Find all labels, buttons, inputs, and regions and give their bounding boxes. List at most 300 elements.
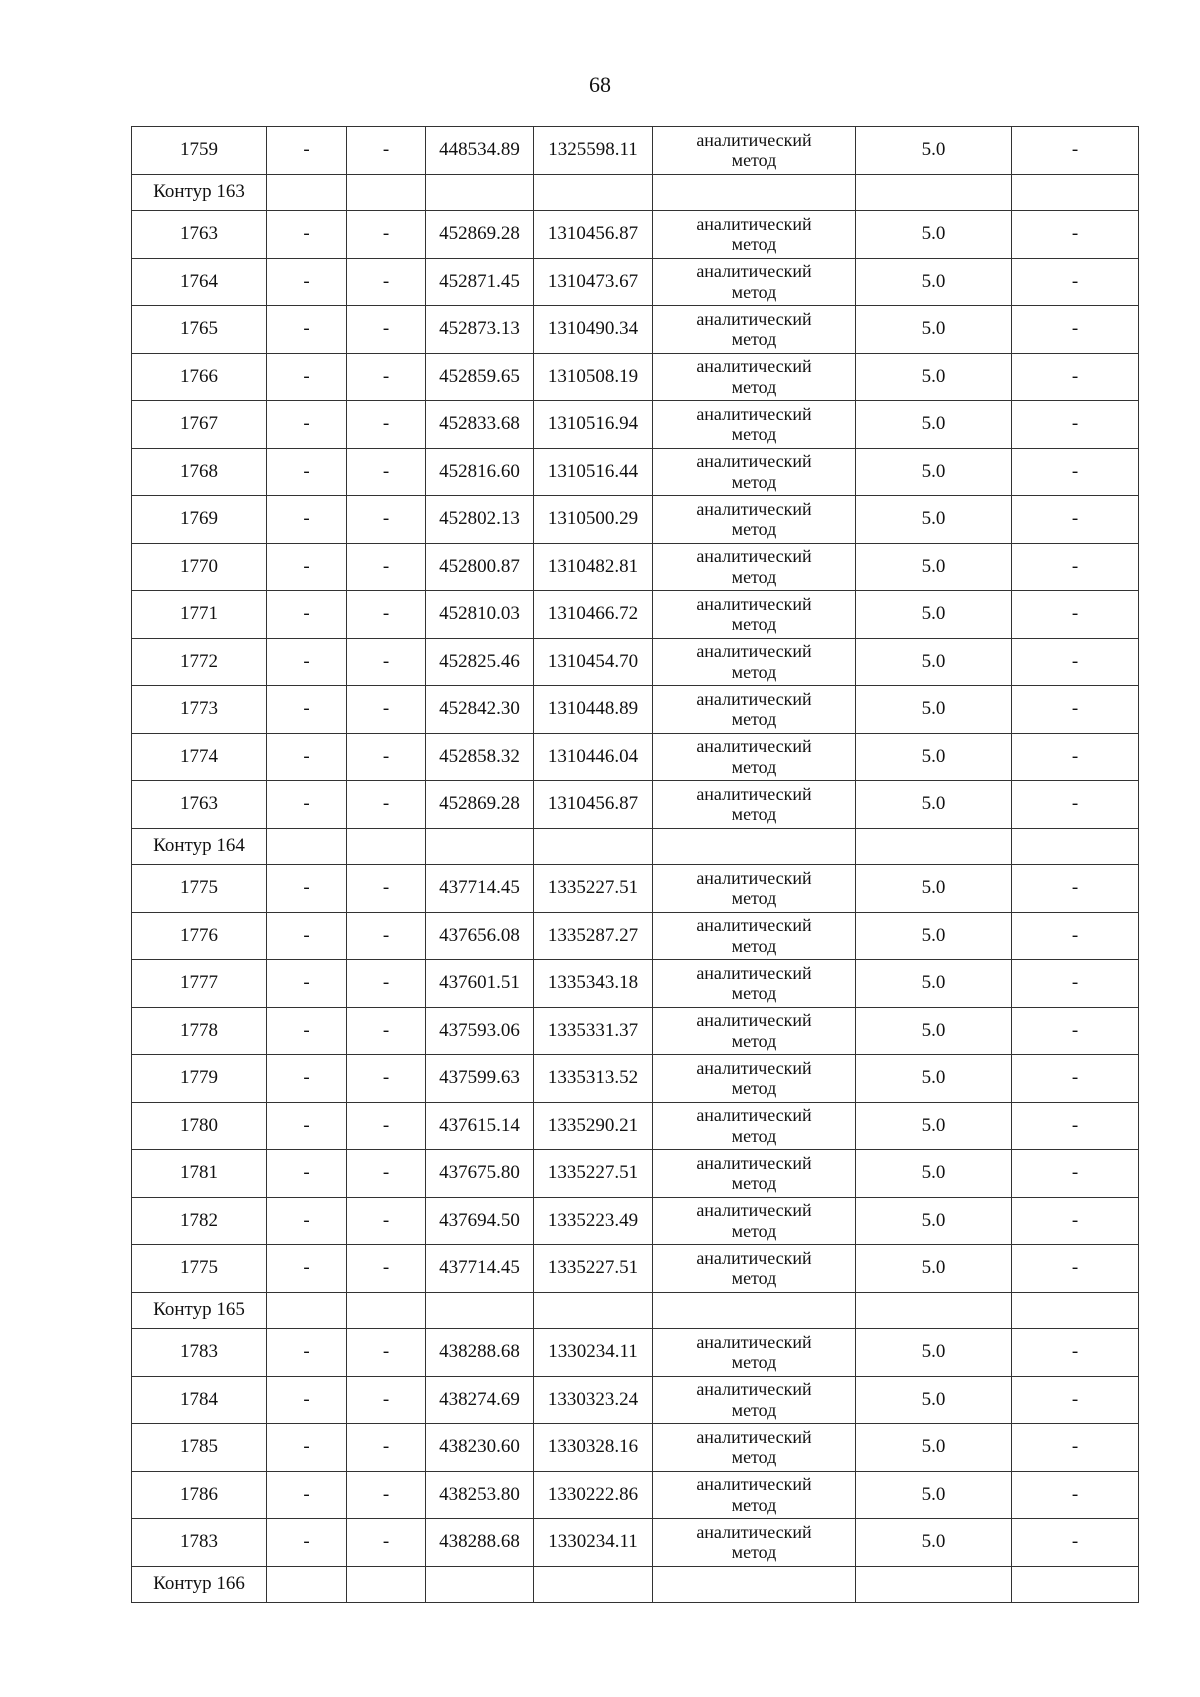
contour-header-row (132, 1292, 1139, 1329)
empty-cell (534, 174, 653, 211)
empty-cell (426, 1292, 534, 1329)
method-line-2: метод (731, 1352, 777, 1373)
y-coordinate-cell: 1335287.27 (534, 912, 653, 960)
dash-cell: - (1012, 1329, 1139, 1377)
point-id-cell: 1770 (132, 543, 267, 591)
method-cell (653, 865, 856, 913)
method-cell (653, 733, 856, 781)
method-line-1: аналитический (696, 451, 812, 472)
x-coordinate-cell: 438288.68 (426, 1519, 534, 1567)
accuracy-cell: 5.0 (856, 1424, 1012, 1472)
dash-cell: - (267, 591, 347, 639)
method-cell (653, 1424, 856, 1472)
method-line-2: метод (731, 329, 777, 350)
accuracy-cell: 5.0 (856, 865, 1012, 913)
dash-cell: - (1012, 543, 1139, 591)
dash-cell: - (267, 306, 347, 354)
method-line-1: аналитический (696, 1152, 812, 1173)
dash-cell: - (1012, 448, 1139, 496)
point-id-cell: 1766 (132, 353, 267, 401)
point-id-cell: 1764 (132, 258, 267, 306)
method-cell (653, 543, 856, 591)
accuracy-cell: 5.0 (856, 258, 1012, 306)
method-cell (653, 448, 856, 496)
empty-cell (426, 828, 534, 865)
point-id-cell: 1786 (132, 1471, 267, 1519)
accuracy-cell: 5.0 (856, 733, 1012, 781)
table-row (132, 1197, 1139, 1245)
table-row (132, 960, 1139, 1008)
y-coordinate-cell: 1330222.86 (534, 1471, 653, 1519)
y-coordinate-cell: 1310473.67 (534, 258, 653, 306)
method-cell (653, 401, 856, 449)
x-coordinate-cell: 452873.13 (426, 306, 534, 354)
method-line-2: метод (731, 1030, 777, 1051)
x-coordinate-cell: 437615.14 (426, 1102, 534, 1150)
dash-cell: - (267, 543, 347, 591)
dash-cell: - (347, 960, 426, 1008)
y-coordinate-cell: 1310508.19 (534, 353, 653, 401)
accuracy-cell: 5.0 (856, 306, 1012, 354)
point-id-cell: 1769 (132, 496, 267, 544)
dash-cell: - (1012, 591, 1139, 639)
table-row (132, 686, 1139, 734)
point-id-cell: 1773 (132, 686, 267, 734)
y-coordinate-cell: 1310500.29 (534, 496, 653, 544)
dash-cell: - (267, 1471, 347, 1519)
dash-cell: - (267, 1245, 347, 1293)
dash-cell: - (267, 960, 347, 1008)
dash-cell: - (1012, 1245, 1139, 1293)
dash-cell: - (1012, 1150, 1139, 1198)
method-line-1: аналитический (696, 1010, 812, 1031)
x-coordinate-cell: 437593.06 (426, 1007, 534, 1055)
dash-cell: - (1012, 733, 1139, 781)
method-line-2: метод (731, 1173, 777, 1194)
y-coordinate-cell: 1325598.11 (534, 127, 653, 175)
empty-cell (267, 174, 347, 211)
y-coordinate-cell: 1335223.49 (534, 1197, 653, 1245)
dash-cell: - (267, 1329, 347, 1377)
method-cell (653, 353, 856, 401)
method-line-1: аналитический (696, 867, 812, 888)
method-line-1: аналитический (696, 1474, 812, 1495)
method-cell (653, 496, 856, 544)
x-coordinate-cell: 452825.46 (426, 638, 534, 686)
y-coordinate-cell: 1310490.34 (534, 306, 653, 354)
table-row (132, 865, 1139, 913)
dash-cell: - (347, 1424, 426, 1472)
y-coordinate-cell: 1310516.94 (534, 401, 653, 449)
dash-cell: - (1012, 306, 1139, 354)
accuracy-cell: 5.0 (856, 912, 1012, 960)
method-line-1: аналитический (696, 736, 812, 757)
page-number: 68 (589, 72, 611, 97)
empty-cell (534, 828, 653, 865)
x-coordinate-cell: 438230.60 (426, 1424, 534, 1472)
method-line-1: аналитический (696, 403, 812, 424)
empty-cell (534, 1292, 653, 1329)
method-line-1: аналитический (696, 1331, 812, 1352)
method-cell (653, 306, 856, 354)
x-coordinate-cell: 452858.32 (426, 733, 534, 781)
dash-cell: - (347, 1245, 426, 1293)
accuracy-cell: 5.0 (856, 448, 1012, 496)
dash-cell: - (347, 781, 426, 829)
method-line-1: аналитический (696, 962, 812, 983)
dash-cell: - (267, 1197, 347, 1245)
dash-cell: - (347, 1197, 426, 1245)
dash-cell: - (347, 543, 426, 591)
dash-cell: - (267, 353, 347, 401)
method-line-2: метод (731, 471, 777, 492)
point-id-cell: 1780 (132, 1102, 267, 1150)
y-coordinate-cell: 1330323.24 (534, 1376, 653, 1424)
x-coordinate-cell: 438288.68 (426, 1329, 534, 1377)
empty-cell (534, 1566, 653, 1603)
point-id-cell: 1785 (132, 1424, 267, 1472)
dash-cell: - (347, 1329, 426, 1377)
point-id-cell: 1768 (132, 448, 267, 496)
dash-cell: - (267, 1055, 347, 1103)
x-coordinate-cell: 452816.60 (426, 448, 534, 496)
y-coordinate-cell: 1335313.52 (534, 1055, 653, 1103)
table-row (132, 1245, 1139, 1293)
contour-label: Контур 165 (132, 1292, 267, 1329)
point-id-cell: 1782 (132, 1197, 267, 1245)
y-coordinate-cell: 1310516.44 (534, 448, 653, 496)
table-row (132, 1007, 1139, 1055)
accuracy-cell: 5.0 (856, 1376, 1012, 1424)
empty-cell (347, 1566, 426, 1603)
method-line-1: аналитический (696, 641, 812, 662)
dash-cell: - (1012, 211, 1139, 259)
point-id-cell: 1763 (132, 781, 267, 829)
point-id-cell: 1775 (132, 865, 267, 913)
accuracy-cell: 5.0 (856, 1197, 1012, 1245)
accuracy-cell: 5.0 (856, 1329, 1012, 1377)
x-coordinate-cell: 437675.80 (426, 1150, 534, 1198)
accuracy-cell: 5.0 (856, 686, 1012, 734)
dash-cell: - (267, 781, 347, 829)
empty-cell (1012, 828, 1139, 865)
dash-cell: - (1012, 1197, 1139, 1245)
x-coordinate-cell: 452810.03 (426, 591, 534, 639)
method-cell (653, 1102, 856, 1150)
empty-cell (1012, 1292, 1139, 1329)
table-row (132, 1150, 1139, 1198)
dash-cell: - (347, 211, 426, 259)
point-id-cell: 1765 (132, 306, 267, 354)
contour-header-row (132, 828, 1139, 865)
dash-cell: - (347, 1007, 426, 1055)
y-coordinate-cell: 1310446.04 (534, 733, 653, 781)
empty-cell (1012, 1566, 1139, 1603)
x-coordinate-cell: 438274.69 (426, 1376, 534, 1424)
dash-cell: - (267, 912, 347, 960)
dash-cell: - (267, 1376, 347, 1424)
point-id-cell: 1763 (132, 211, 267, 259)
method-line-1: аналитический (696, 593, 812, 614)
x-coordinate-cell: 452800.87 (426, 543, 534, 591)
dash-cell: - (267, 211, 347, 259)
dash-cell: - (267, 686, 347, 734)
table-row (132, 1519, 1139, 1567)
method-cell (653, 127, 856, 175)
dash-cell: - (347, 1150, 426, 1198)
point-id-cell: 1771 (132, 591, 267, 639)
dash-cell: - (347, 127, 426, 175)
accuracy-cell: 5.0 (856, 1519, 1012, 1567)
dash-cell: - (347, 686, 426, 734)
x-coordinate-cell: 452871.45 (426, 258, 534, 306)
empty-cell (653, 1566, 856, 1603)
dash-cell: - (1012, 865, 1139, 913)
accuracy-cell: 5.0 (856, 1007, 1012, 1055)
method-line-1: аналитический (696, 1379, 812, 1400)
dash-cell: - (1012, 353, 1139, 401)
x-coordinate-cell: 452802.13 (426, 496, 534, 544)
empty-cell (653, 828, 856, 865)
table-row (132, 211, 1139, 259)
method-line-2: метод (731, 888, 777, 909)
method-line-1: аналитический (696, 261, 812, 282)
method-line-1: аналитический (696, 915, 812, 936)
x-coordinate-cell: 448534.89 (426, 127, 534, 175)
y-coordinate-cell: 1310448.89 (534, 686, 653, 734)
method-line-2: метод (731, 1447, 777, 1468)
dash-cell: - (267, 496, 347, 544)
method-cell (653, 960, 856, 1008)
dash-cell: - (347, 733, 426, 781)
method-cell (653, 781, 856, 829)
dash-cell: - (347, 1519, 426, 1567)
dash-cell: - (347, 1102, 426, 1150)
table-row (132, 306, 1139, 354)
method-cell (653, 1376, 856, 1424)
dash-cell: - (347, 306, 426, 354)
method-line-1: аналитический (696, 356, 812, 377)
y-coordinate-cell: 1335227.51 (534, 865, 653, 913)
contour-header-row (132, 1566, 1139, 1603)
table-row (132, 1376, 1139, 1424)
dash-cell: - (347, 1471, 426, 1519)
y-coordinate-cell: 1335331.37 (534, 1007, 653, 1055)
empty-cell (426, 1566, 534, 1603)
dash-cell: - (1012, 1471, 1139, 1519)
x-coordinate-cell: 437656.08 (426, 912, 534, 960)
accuracy-cell: 5.0 (856, 1471, 1012, 1519)
table-body (132, 127, 1139, 1603)
method-cell (653, 1245, 856, 1293)
contour-label: Контур 164 (132, 828, 267, 865)
dash-cell: - (1012, 401, 1139, 449)
accuracy-cell: 5.0 (856, 543, 1012, 591)
empty-cell (426, 174, 534, 211)
method-line-2: метод (731, 1268, 777, 1289)
point-id-cell: 1776 (132, 912, 267, 960)
dash-cell: - (1012, 496, 1139, 544)
method-cell (653, 1471, 856, 1519)
accuracy-cell: 5.0 (856, 960, 1012, 1008)
accuracy-cell: 5.0 (856, 781, 1012, 829)
table-row (132, 543, 1139, 591)
dash-cell: - (347, 912, 426, 960)
method-line-2: метод (731, 614, 777, 635)
dash-cell: - (1012, 960, 1139, 1008)
dash-cell: - (347, 638, 426, 686)
method-line-2: метод (731, 1542, 777, 1563)
accuracy-cell: 5.0 (856, 1245, 1012, 1293)
dash-cell: - (347, 1055, 426, 1103)
point-id-cell: 1779 (132, 1055, 267, 1103)
point-id-cell: 1772 (132, 638, 267, 686)
method-line-2: метод (731, 709, 777, 730)
method-line-1: аналитический (696, 498, 812, 519)
y-coordinate-cell: 1335343.18 (534, 960, 653, 1008)
accuracy-cell: 5.0 (856, 1055, 1012, 1103)
method-line-1: аналитический (696, 546, 812, 567)
accuracy-cell: 5.0 (856, 353, 1012, 401)
point-id-cell: 1759 (132, 127, 267, 175)
x-coordinate-cell: 452842.30 (426, 686, 534, 734)
method-line-1: аналитический (696, 1200, 812, 1221)
dash-cell: - (1012, 127, 1139, 175)
method-cell (653, 686, 856, 734)
method-line-2: метод (731, 983, 777, 1004)
x-coordinate-cell: 437714.45 (426, 865, 534, 913)
empty-cell (653, 174, 856, 211)
empty-cell (267, 1292, 347, 1329)
y-coordinate-cell: 1330234.11 (534, 1519, 653, 1567)
method-line-2: метод (731, 376, 777, 397)
method-line-2: метод (731, 661, 777, 682)
method-line-1: аналитический (696, 1247, 812, 1268)
table-row (132, 401, 1139, 449)
table-row (132, 448, 1139, 496)
contour-header-row (132, 174, 1139, 211)
dash-cell: - (267, 1150, 347, 1198)
method-line-1: аналитический (696, 688, 812, 709)
table-row (132, 1424, 1139, 1472)
accuracy-cell: 5.0 (856, 1150, 1012, 1198)
y-coordinate-cell: 1310456.87 (534, 781, 653, 829)
dash-cell: - (1012, 1376, 1139, 1424)
y-coordinate-cell: 1310482.81 (534, 543, 653, 591)
method-line-1: аналитический (696, 1521, 812, 1542)
method-line-2: метод (731, 519, 777, 540)
coordinates-table (131, 126, 1139, 1603)
dash-cell: - (267, 865, 347, 913)
x-coordinate-cell: 437601.51 (426, 960, 534, 1008)
method-line-2: метод (731, 804, 777, 825)
empty-cell (653, 1292, 856, 1329)
table-row (132, 591, 1139, 639)
method-cell (653, 1197, 856, 1245)
dash-cell: - (1012, 258, 1139, 306)
point-id-cell: 1777 (132, 960, 267, 1008)
dash-cell: - (267, 1102, 347, 1150)
dash-cell: - (1012, 781, 1139, 829)
method-line-2: метод (731, 566, 777, 587)
method-line-2: метод (731, 756, 777, 777)
y-coordinate-cell: 1330328.16 (534, 1424, 653, 1472)
dash-cell: - (347, 448, 426, 496)
x-coordinate-cell: 437599.63 (426, 1055, 534, 1103)
dash-cell: - (267, 127, 347, 175)
contour-label: Контур 163 (132, 174, 267, 211)
method-line-2: метод (731, 281, 777, 302)
dash-cell: - (1012, 1424, 1139, 1472)
method-line-2: метод (731, 1399, 777, 1420)
method-line-1: аналитический (696, 213, 812, 234)
empty-cell (267, 828, 347, 865)
accuracy-cell: 5.0 (856, 1102, 1012, 1150)
table-row (132, 353, 1139, 401)
method-line-1: аналитический (696, 1057, 812, 1078)
dash-cell: - (267, 258, 347, 306)
dash-cell: - (347, 496, 426, 544)
accuracy-cell: 5.0 (856, 591, 1012, 639)
dash-cell: - (347, 1376, 426, 1424)
table-row (132, 912, 1139, 960)
dash-cell: - (347, 401, 426, 449)
x-coordinate-cell: 437714.45 (426, 1245, 534, 1293)
point-id-cell: 1778 (132, 1007, 267, 1055)
dash-cell: - (267, 733, 347, 781)
empty-cell (347, 174, 426, 211)
method-cell (653, 211, 856, 259)
method-line-2: метод (731, 1494, 777, 1515)
empty-cell (856, 1566, 1012, 1603)
dash-cell: - (267, 448, 347, 496)
dash-cell: - (347, 591, 426, 639)
method-cell (653, 591, 856, 639)
dash-cell: - (267, 638, 347, 686)
point-id-cell: 1781 (132, 1150, 267, 1198)
table-row (132, 127, 1139, 175)
accuracy-cell: 5.0 (856, 211, 1012, 259)
dash-cell: - (267, 1007, 347, 1055)
dash-cell: - (267, 1424, 347, 1472)
x-coordinate-cell: 438253.80 (426, 1471, 534, 1519)
y-coordinate-cell: 1335290.21 (534, 1102, 653, 1150)
empty-cell (347, 1292, 426, 1329)
empty-cell (856, 174, 1012, 211)
dash-cell: - (347, 865, 426, 913)
method-line-1: аналитический (696, 783, 812, 804)
method-cell (653, 1150, 856, 1198)
dash-cell: - (1012, 638, 1139, 686)
dash-cell: - (267, 401, 347, 449)
table-row (132, 638, 1139, 686)
dash-cell: - (1012, 1519, 1139, 1567)
y-coordinate-cell: 1310466.72 (534, 591, 653, 639)
empty-cell (1012, 174, 1139, 211)
point-id-cell: 1767 (132, 401, 267, 449)
accuracy-cell: 5.0 (856, 127, 1012, 175)
method-cell (653, 912, 856, 960)
table-row (132, 1471, 1139, 1519)
x-coordinate-cell: 437694.50 (426, 1197, 534, 1245)
empty-cell (267, 1566, 347, 1603)
empty-cell (856, 1292, 1012, 1329)
method-line-2: метод (731, 935, 777, 956)
method-line-2: метод (731, 424, 777, 445)
point-id-cell: 1784 (132, 1376, 267, 1424)
table-row (132, 733, 1139, 781)
y-coordinate-cell: 1310456.87 (534, 211, 653, 259)
